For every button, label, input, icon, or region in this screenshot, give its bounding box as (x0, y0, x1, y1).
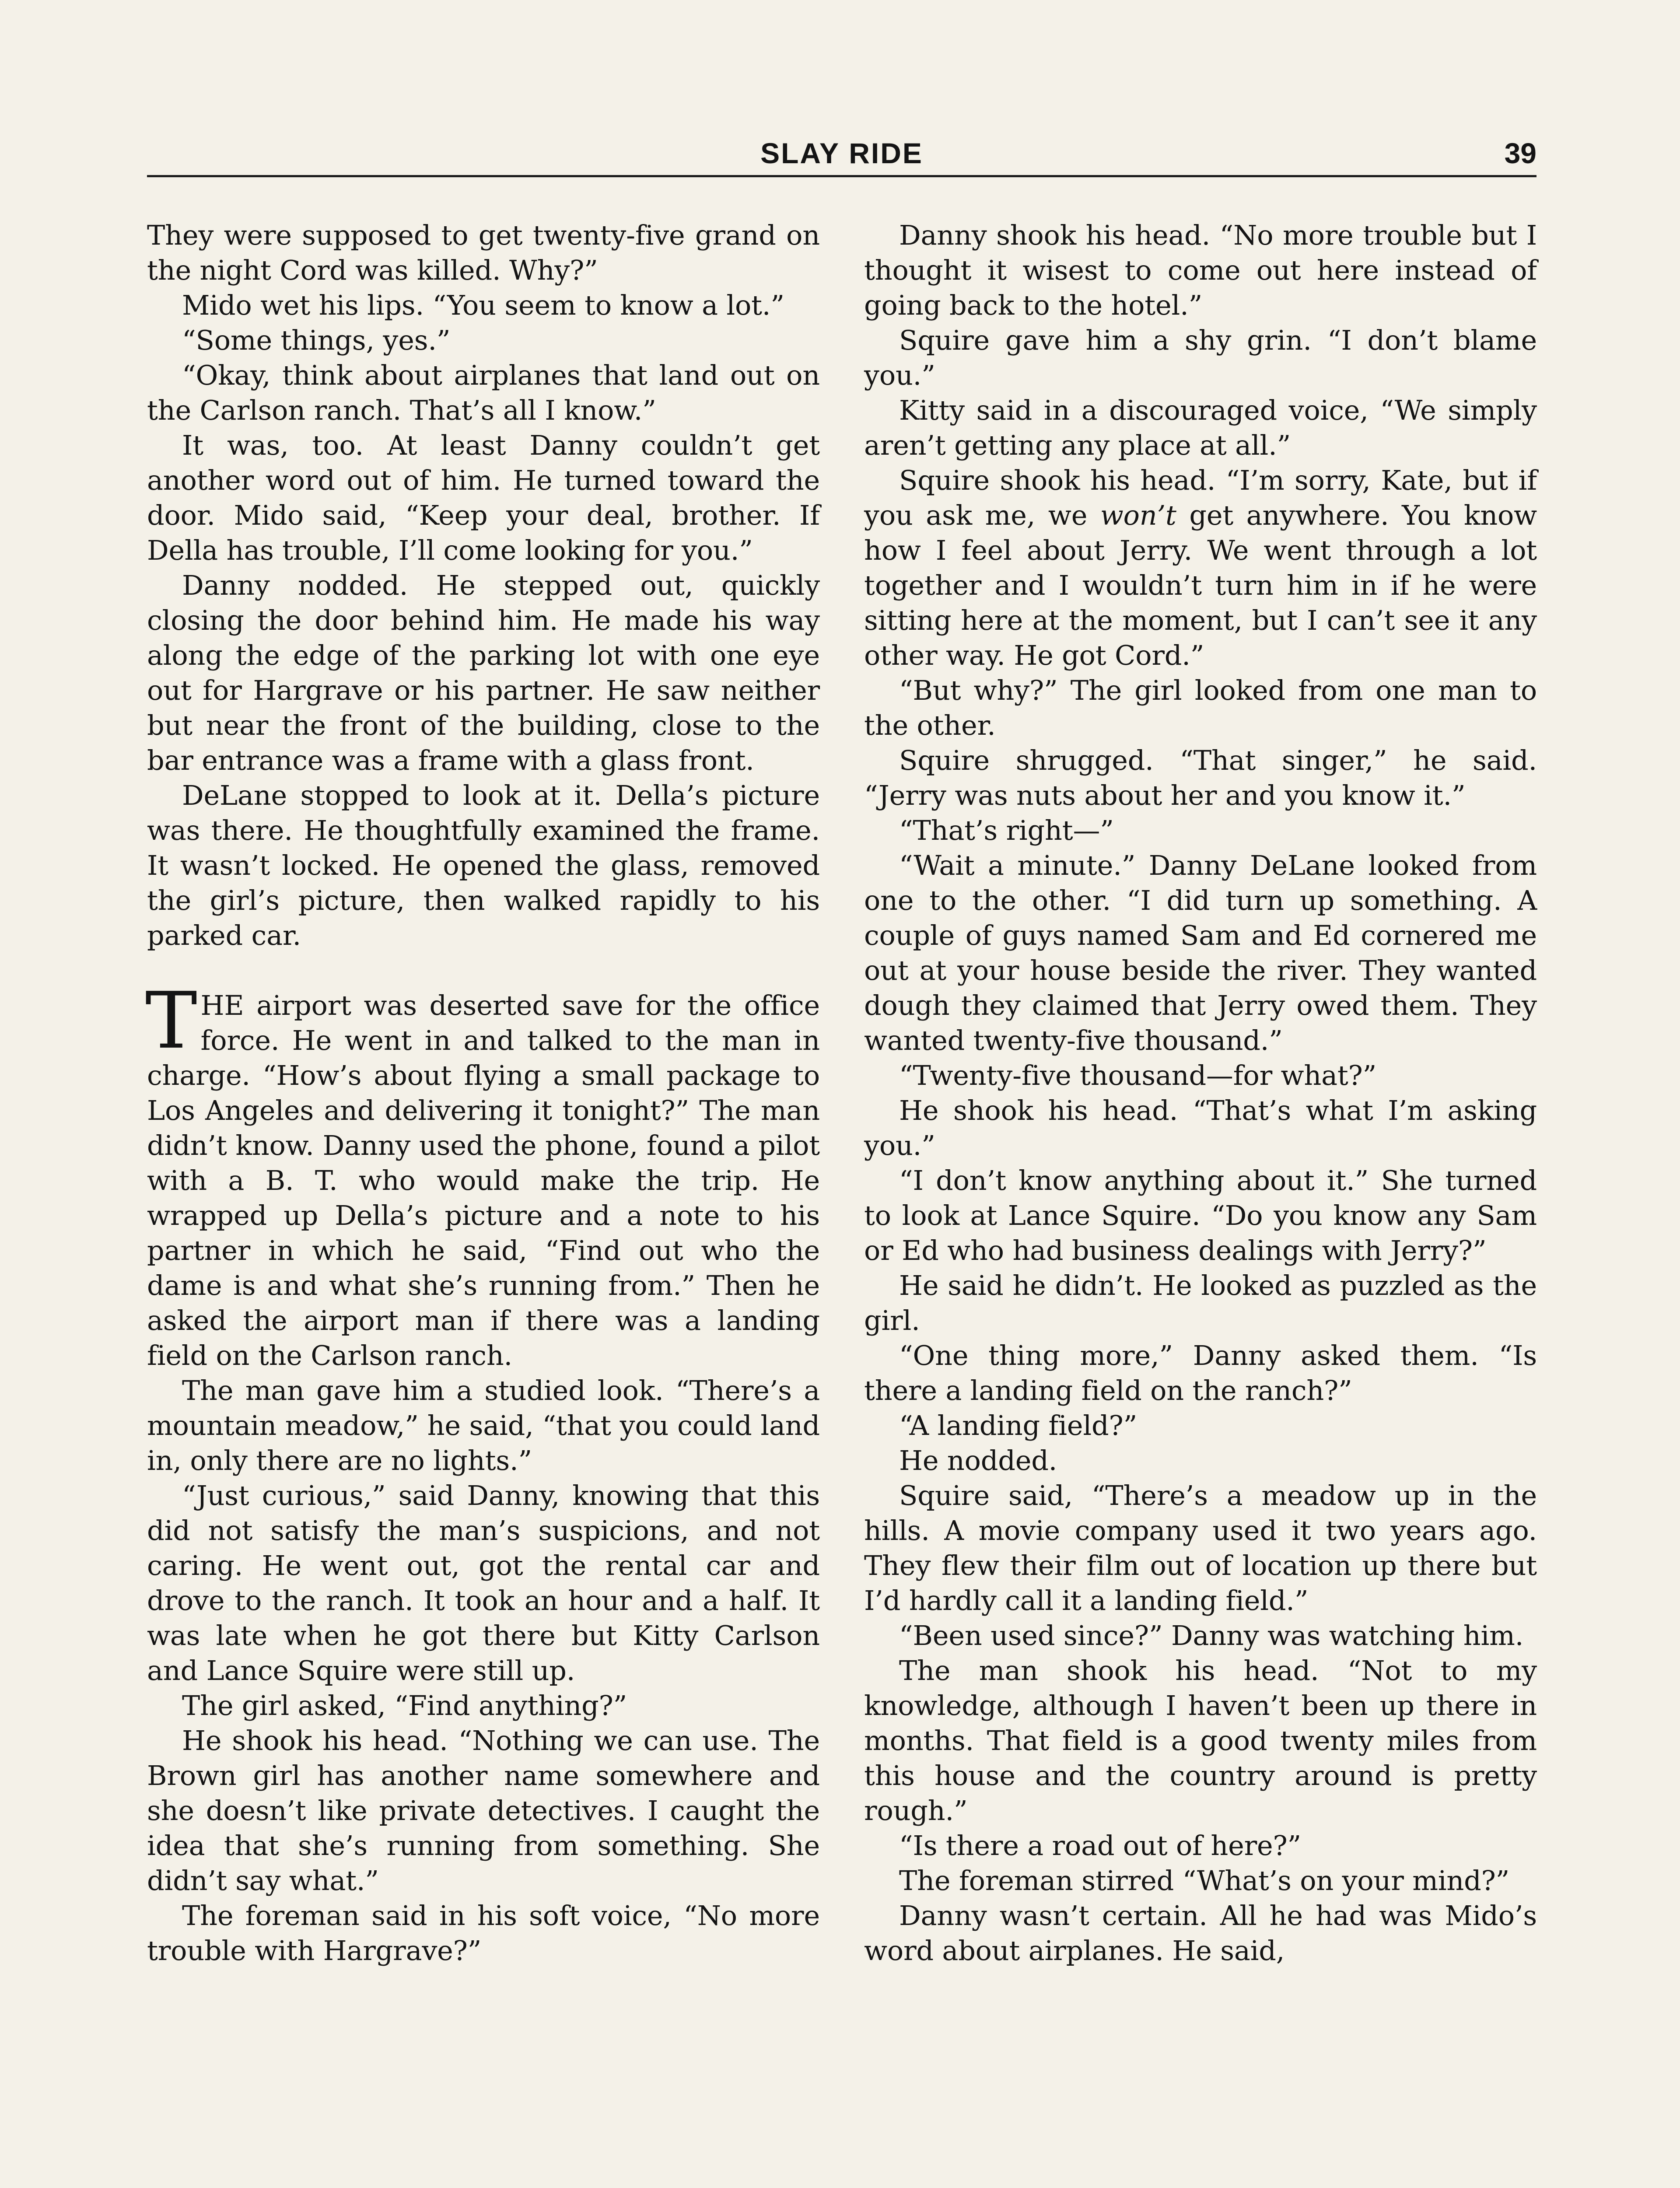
paragraph: Mido wet his lips. “You seem to know a lot.” (182, 289, 784, 321)
paragraph: They were supposed to get twenty-five grand on the night Cord was killed. Why?” (147, 219, 820, 286)
paragraph: The girl asked, “Find anything?” (182, 1690, 627, 1722)
paragraph: Danny shook his head. “No more trouble but I thought it wisest to come out here instead of going back to the hotel.” (864, 219, 1537, 321)
text-run: Squire shook his head. “I’m sorry, Kate, but if you ask me, we (864, 464, 1537, 531)
paragraph: “Some things, yes.” (182, 324, 451, 356)
section-opening-paragraph (145, 975, 820, 1373)
paragraph: Squire shrugged. “That singer,” he said. “Jerry was nuts about her and you know it.” (864, 744, 1537, 811)
running-title: SLAY RIDE (760, 137, 923, 169)
paragraph: The man shook his head. “Not to my knowledge, although I haven’t been up there in months. That field is a good twenty miles from this house and the country around is pretty rough.” (864, 1655, 1537, 1827)
left-column (147, 218, 820, 1968)
paragraph: Kitty said in a discouraged voice, “We simply aren’t getting any place at all.” (864, 394, 1537, 461)
paragraph: “Wait a minute.” Danny DeLane looked from one to the other. “I did turn up something. A couple of guys named Sam and Ed cornered me out at your house beside the river. They wanted dough they claimed that Jerry owed them. They wanted twenty-five thousand.” (864, 849, 1537, 1056)
page-header (147, 131, 1536, 177)
paragraph: “Just curious,” said Danny, knowing that this did not satisfy the man’s suspicions, and not caring. He went out, got the rental car and drove to the ranch. It took an hour and a half. It was late when he got there but Kitty Carlson and Lance Squire were still up. (147, 1480, 820, 1687)
paragraph: The foreman stirred “What’s on your mind?” (899, 1865, 1510, 1897)
paragraph: “Okay, think about airplanes that land out on the Carlson ranch. That’s all I know.” (147, 359, 820, 426)
italic-emphasis: won’t (1100, 499, 1176, 531)
text-run: get anywhere. You know how I feel about Jerry. We went through a lot together and I wouldn’t turn him in if he were sitting here at the moment, but I can’t see it any other way. He got Cord.” (864, 499, 1537, 671)
paragraph: Squire gave him a shy grin. “I don’t blame you.” (864, 324, 1537, 391)
paragraph: DeLane stopped to look at it. Della’s picture was there. He thoughtfully examined the frame. It wasn’t locked. He opened the glass, removed the girl’s picture, then walked rapidly to his parked car. (147, 779, 820, 951)
right-column (864, 218, 1537, 1968)
paragraph: The foreman said in his soft voice, “No more trouble with Hargrave?” (147, 1900, 820, 1967)
paragraph: Danny nodded. He stepped out, quickly closing the door behind him. He made his way along the edge of the parking lot with one eye out for Hargrave or his partner. He saw neither but near the front of the building, close to the bar entrance was a frame with a glass front. (147, 569, 820, 776)
paragraph: Squire said, “There’s a meadow up in the hills. A movie company used it two years ago. They flew their film out of location up there but I’d hardly call it a landing field.” (864, 1480, 1537, 1616)
paragraph: “A landing field?” (899, 1410, 1138, 1441)
section-opening-text: HE airport was deserted save for the office force. He went in and talked to the man in charge. “How’s about flying a small package to Los Angeles and delivering it tonight?” The man didn’t know. Danny used the phone, found a pilot with a B. T. who would make the trip. He wrapped up Della’s picture and a note to his partner in which he said, “Find out who the dame is and what she’s running from.” Then he asked the airport man if there was a landing field on the Carlson ranch. (147, 989, 820, 1371)
paragraph: It was, too. At least Danny couldn’t get another word out of him. He turned toward the door. Mido said, “Keep your deal, brother. If Della has trouble, I’ll come looking for you.” (147, 429, 820, 566)
paragraph: “Is there a road out of here?” (899, 1830, 1302, 1862)
paragraph: He shook his head. “Nothing we can use. The Brown girl has another name somewhere and she doesn’t like private detectives. I caught the idea that she’s running from something. She didn’t say what.” (147, 1725, 820, 1897)
paragraph: He nodded. (899, 1445, 1057, 1476)
paragraph: “Twenty-five thousand—for what?” (899, 1059, 1377, 1091)
paragraph: “I don’t know anything about it.” She turned to look at Lance Squire. “Do you know any Sam or Ed who had business dealings with Jerry?” (864, 1164, 1537, 1266)
paragraph: “Been used since?” Danny was watching him. (899, 1620, 1524, 1652)
paragraph: He said he didn’t. He looked as puzzled as the girl. (864, 1269, 1537, 1336)
paragraph: Danny wasn’t certain. All he had was Mido’s word about airplanes. He said, (864, 1900, 1537, 1967)
paragraph: The man gave him a studied look. “There’s a mountain meadow,” he said, “that you could land in, only there are no lights.” (147, 1375, 820, 1476)
paragraph: “One thing more,” Danny asked them. “Is there a landing field on the ranch?” (864, 1339, 1537, 1406)
paragraph: He shook his head. “That’s what I’m asking you.” (864, 1094, 1537, 1161)
page-number: 39 (1504, 137, 1536, 169)
paragraph: “But why?” The girl looked from one man to the other. (864, 674, 1537, 741)
drop-cap: T (145, 975, 197, 1066)
paragraph (864, 463, 1537, 673)
paragraph: “That’s right—” (899, 814, 1114, 846)
